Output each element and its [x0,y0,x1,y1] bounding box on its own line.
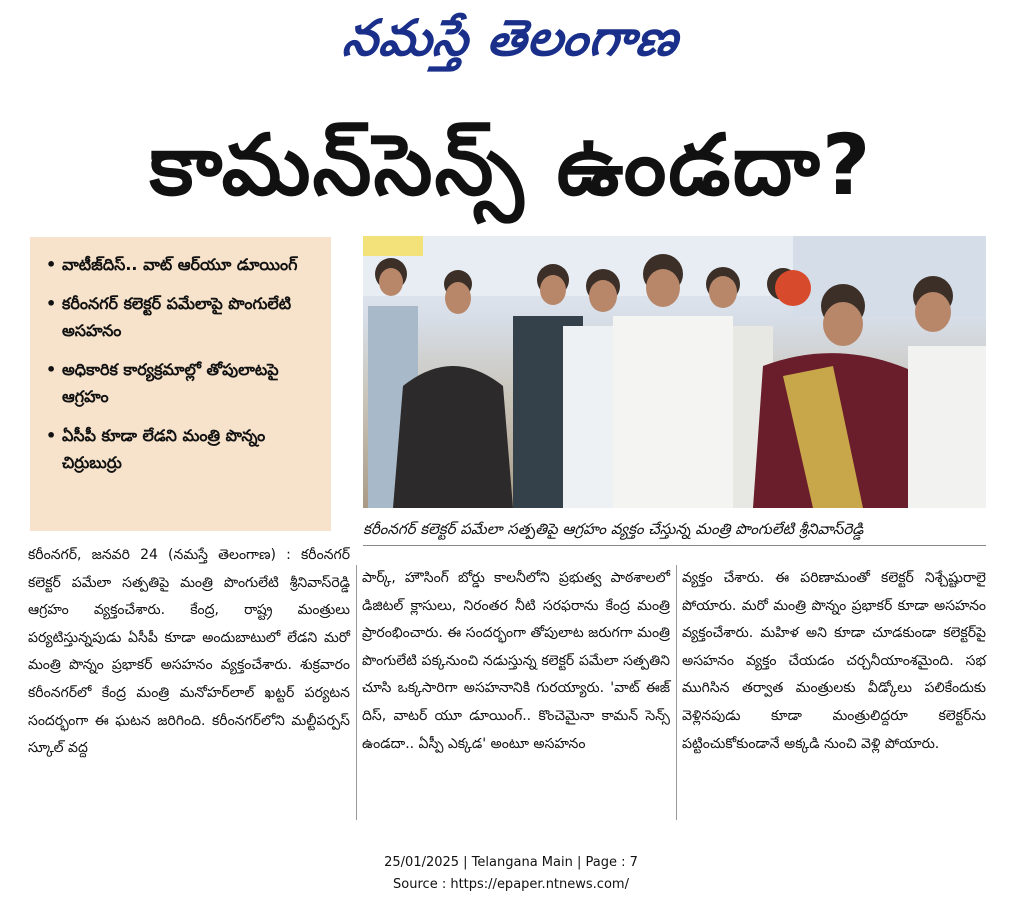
highlight-text: ఏసీపీ కూడా లేడని మంత్రి పొన్నం చిర్రుబుర్రు [62,426,266,472]
column-divider [356,565,357,820]
footer-source-line: Source : https://epaper.ntnews.com/ [393,877,629,892]
photo-illustration [363,236,986,508]
masthead-title: నమస్తే తెలంగాణ [340,9,682,67]
bullet-icon: • [46,255,57,274]
article-column-2: పార్క్, హౌసింగ్ బోర్డు కాలనీలోని ప్రభుత్వ పాఠశాలలో డిజిటల్ క్లాసులు, నిరంతర నీటి సరఫరాను కేంద్ర మంత్రి ప్రారంభించారు. ఈ సందర్భంగా తోపులాట జరుగగా మంత్రి పొంగులేటి పక్కనుంచి నడుస్తున్న కలెక్టర్ పమేలా సత్పతిని చూసి ఒక్కసారిగా అసహనానికి గురయ్యారు. 'వాట్ ఈజ్ దిస్, వాటర్ యూ డూయింగ్.. కొంచెమైనా కామన్ సెన్స్ ఉండదా.. ఏస్పీ ఎక్కడ' అంటూ అసహనం [362,570,670,752]
footer [0,852,1022,896]
bullet-icon: • [46,294,57,313]
bullet-icon: • [46,360,57,379]
masthead [0,0,1022,78]
highlights-box [30,237,331,531]
highlight-item [46,356,321,410]
headline: కామన్‌సెన్స్ ఉండదా? [149,116,873,214]
highlight-item [46,251,321,278]
highlight-text: కరీంనగర్ కలెక్టర్ పమేలాపై పొంగులేటి అసహనం [62,294,292,340]
highlight-item [46,290,321,344]
bullet-icon: • [46,426,57,445]
news-photo [363,236,986,508]
article-column-3: వ్యక్తం చేశారు. ఈ పరిణామంతో కలెక్టర్ నిశ్చేష్టురాలై పోయారు. మరో మంత్రి పొన్నం ప్రభాకర్ కూడా అసహనం వ్యక్తంచేశారు. మహిళ అని కూడా చూడకుండా కలెక్టర్‌పై అసహనం వ్యక్తం చేయడం చర్చనీయాంశమైంది. సభ ముగిసిన తర్వాత మంత్రులకు వీడ్కోలు పలికేందుకు వెళ్లినపుడు కూడా మంత్రులిద్దరూ కలెక్టర్‌ను పట్టించుకోకుండానే అక్కడి నుంచి వెళ్లి పోయారు. [682,570,986,752]
highlight-text: అధికారిక కార్యక్రమాల్లో తోపులాటపై ఆగ్రహం [62,360,279,406]
highlight-text: వాటీజ్‌దిస్.. వాట్ ఆర్‌యూ డూయింగ్ [62,255,298,274]
column-divider [676,565,677,820]
footer-edition-line: 25/01/2025 | Telangana Main | Page : 7 [384,855,638,870]
article-column-1: కరీంనగర్, జనవరి 24 (నమస్తే తెలంగాణ) : కరీంనగర్ కలెక్టర్ పమేలా సత్పతిపై మంత్రి పొంగులేటి శ్రీనివాస్‌రెడ్డి ఆగ్రహం వ్యక్తంచేశారు. కేంద్ర, రాష్ట్ర మంత్రులు పర్యటిస్తున్నపుడు ఏసీపీ కూడా అందుబాటులో లేడని మరో మంత్రి పొన్నం ప్రభాకర్ అసహనం వ్యక్తంచేశారు. శుక్రవారం కరీంనగర్‌లో కేంద్ర మంత్రి మనోహర్‌లాల్ ఖట్టర్ పర్యటన సందర్భంగా ఈ ఘటన జరిగింది. కరీంనగర్‌లోని మల్టీపర్పస్ స్కూల్ వద్ద [28,547,350,757]
photo-caption: కరీంనగర్ కలెక్టర్ పమేలా సత్పతిపై ఆగ్రహం వ్యక్తం చేస్తున్న మంత్రి పొంగులేటి శ్రీనివాస్‌రెడ్డి [363,513,986,546]
highlight-item [46,422,321,476]
